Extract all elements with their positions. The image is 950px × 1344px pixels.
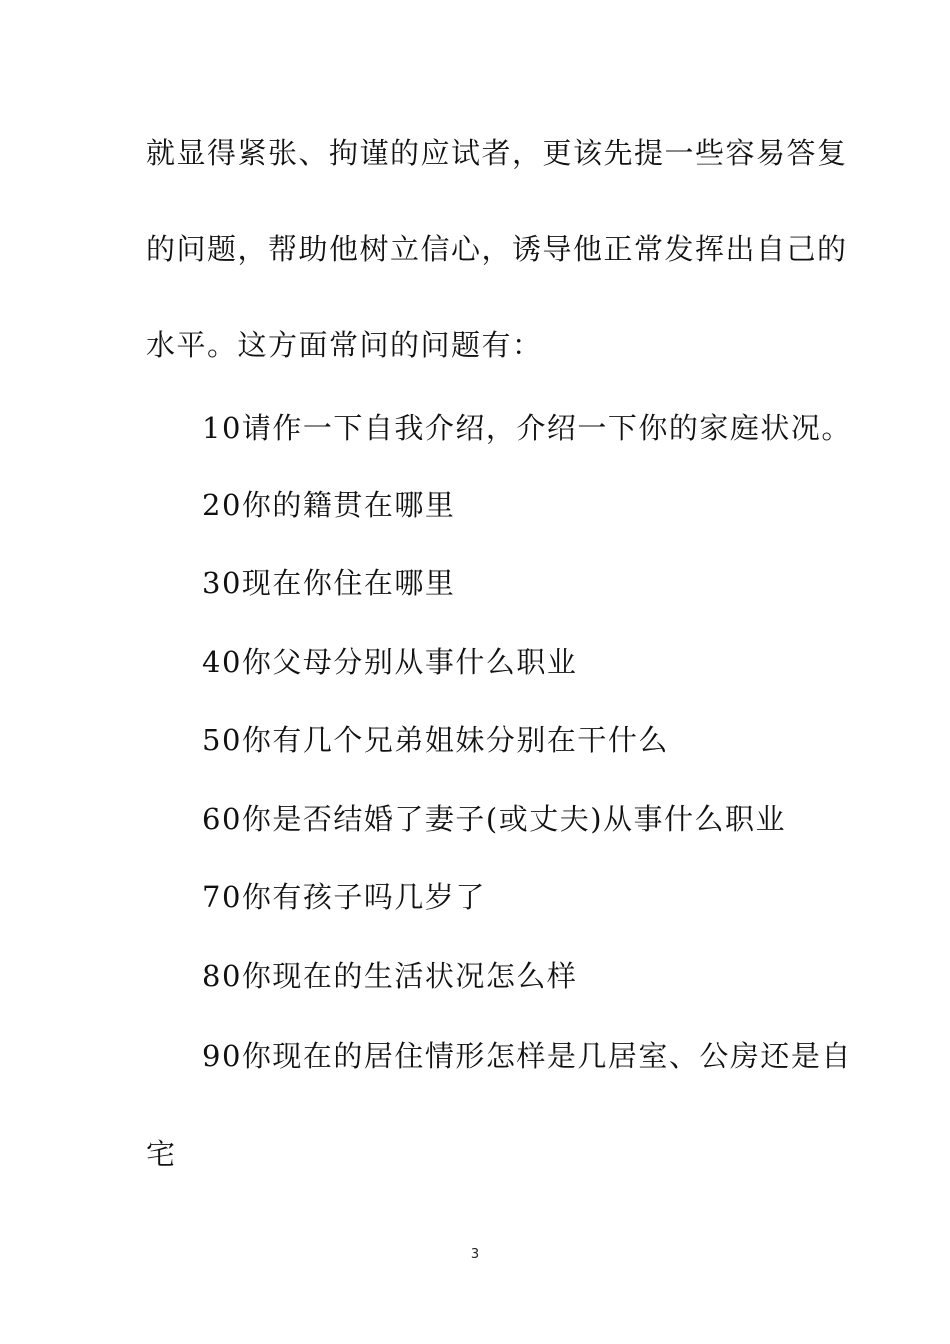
question-item-6: 60你是否结婚了妻子(或丈夫)从事什么职业 [202, 802, 787, 836]
page-number: 3 [470, 1247, 480, 1262]
question-item-3: 30现在你住在哪里 [202, 566, 456, 600]
question-item-4: 40你父母分别从事什么职业 [202, 645, 578, 679]
question-item-2: 20你的籍贯在哪里 [202, 488, 456, 522]
question-item-5: 50你有几个兄弟姐妹分别在干什么 [202, 723, 669, 757]
question-item-9: 90你现在的居住情形怎样是几居室、公房还是自 [202, 1039, 852, 1073]
question-item-7: 70你有孩子吗几岁了 [202, 880, 486, 914]
paragraph-line-3: 水平。这方面常问的问题有： [146, 328, 543, 362]
paragraph-line-1: 就显得紧张、拘谨的应试者，更该先提一些容易答复 [146, 136, 848, 170]
question-item-9-continuation: 宅 [146, 1137, 177, 1171]
question-item-8: 80你现在的生活状况怎么样 [202, 959, 578, 993]
question-item-1: 10请作一下自我介绍，介绍一下你的家庭状况。 [202, 411, 852, 445]
paragraph-line-2: 的问题，帮助他树立信心，诱导他正常发挥出自己的 [146, 232, 848, 266]
